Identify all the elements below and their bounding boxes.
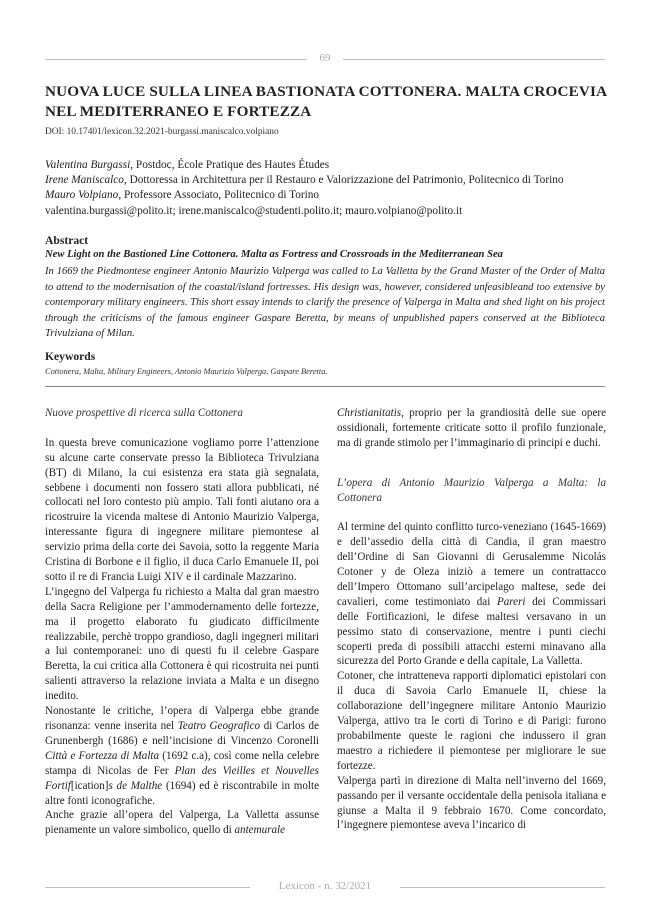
paragraph: Anche grazie all’opera del Valperga, La Valletta assunse pienamente un valore simbolico, quello di antemurale bbox=[45, 809, 319, 837]
section-divider bbox=[45, 386, 605, 387]
paragraph: In questa breve comunicazione vogliamo porre l’attenzione su alcune carte conservate presso la Biblioteca Trivulziana (BT) di Milano, la cui esistenza era stata già segnalata, sebbene i documenti non fossero stati allora pubblicati, né collocati nel loro contesto più ampio. Tali fonti aiutano ora a ricostruire la vicenda maltese di Antonio Maurizio Valperga, interessante figura di ingegnere militare piemontese al servizio prima della corte dei Savoia, sotto la reggente Maria Cristina di Borbone e il figlio, il duca Carlo Emanuele II, poi sotto il re di Francia Luigi XIV e il cardinale Mazzarino. bbox=[45, 436, 319, 583]
article-title: NUOVA LUCE SULLA LINEA BASTIONATA COTTONERA. MALTA CROCEVIA NEL MEDITERRANEO E FORTEZZA bbox=[45, 83, 607, 120]
paragraph: Christianitatis, proprio per la grandiosità delle sue opere ossidionali, fortemente criticate sotto il profilo funzionale, ma di grande stimolo per l’immaginario di principi e duchi. bbox=[337, 407, 606, 449]
author-line bbox=[45, 158, 615, 173]
keywords-heading: Keywords bbox=[45, 350, 96, 363]
author-line bbox=[45, 173, 615, 188]
doi: DOI: 10.17401/lexicon.32.2021-burgassi.maniscalco.volpiano bbox=[45, 127, 279, 137]
paragraph: Al termine del quinto conflitto turco-veneziano (1645-1669) e dell’assedio della città di Candia, il gran maestro dell’Ordine di San Giovanni di Gerusalemme Nicolás Cotoner y de Oleza iniziò a temere un contrattacco dell’Impero Ottomano sull’arcipelago maltese, sede dei cavalieri, come testimoniato dai Pareri dei Commissari delle Fortificazioni, le difese maltesi versavano in un pessimo stato di conservazione, mentre i punti ciechi scoperti preda di possibili attacchi esterni minavano alla sicurezza del Porto Grande e della capitale, La Valletta. bbox=[337, 521, 606, 668]
footer-rule-right bbox=[400, 887, 605, 888]
keywords-list: Cottonera, Malta, Military Engineers, Antonio Maurizio Valperga, Gaspare Beretta. bbox=[45, 367, 328, 376]
author-block bbox=[45, 158, 615, 219]
abstract-english-title: New Light on the Bastioned Line Cottonera. Malta as Fortress and Crossroads in the Mediterranean Sea bbox=[45, 249, 503, 260]
paragraph: Valperga partì in direzione di Malta nell’inverno del 1669, passando per il versante occidentale della penisola italiana e giunse a Malta il 9 febbraio 1670. Come concordato, l’ingegnere piemontese aveva l’incarico di bbox=[337, 774, 606, 832]
abstract-body: In 1669 the Piedmontese engineer Antonio Maurizio Valperga was called to La Valletta by the Grand Master of the Order of Malta to attend to the modernisation of the coastal/island fortresses. His design was, however, considered unfeasibleand too extensive by contemporary military engineers. This short essay intends to clarify the presence of Valperga in Malta and shed light on his project through the criticisms of the famous engineer Gaspare Beretta, by means of unpublished papers conserved at the Biblioteca Trivulziana of Milan. bbox=[45, 266, 605, 340]
page-number-row bbox=[45, 52, 605, 66]
paragraph: Nonostante le critiche, l’opera di Valperga ebbe grande risonanza: venne inserita nel Teatro Geografico di Carlos de Grunenbergh (1686) e nell’incisione di Vincenzo Coronelli Città e Fortezza di Malta (1692 c.a), così come nella celebre stampa di Nicolas de Fer Plan des Vieilles et Nouvelles Fortif[ication]s de Malthe (1694) ed è riscontrabile in molte altre fonti iconografiche. bbox=[45, 705, 319, 807]
section-heading: L’opera di Antonio Maurizio Valperga a Malta: la Cottonera bbox=[337, 476, 606, 504]
paragraph: Cotoner, che intratteneva rapporti diplomatici epistolari con il duca di Savoia Carlo Emanuele II, chiese la collaborazione dell’ingegnere militare Antonio Maurizio Valperga, attivo tra le corti di Torino e di Parigi: furono probabilmente queste le ragioni che indussero il gran maestro a richiedere il piemontese per migliorare le sue fortezze. bbox=[337, 670, 606, 772]
journal-footer: Lexicon - n. 32/2021 bbox=[278, 880, 372, 892]
footer-row bbox=[45, 880, 605, 894]
left-column bbox=[45, 406, 319, 838]
right-column bbox=[337, 406, 606, 833]
author-line bbox=[45, 188, 615, 203]
author-name: Valentina Burgassi bbox=[45, 159, 131, 171]
author-affiliation: , Dottoressa in Architettura per il Restauro e Valorizzazione del Patrimonio, Politecnico di Torino bbox=[123, 174, 564, 187]
author-name: Mauro Volpiano bbox=[45, 189, 119, 202]
author-name: Irene Maniscalco bbox=[45, 174, 124, 187]
header-rule-right bbox=[343, 59, 605, 60]
author-affiliation: , Professore Associato, Politecnico di Torino bbox=[118, 189, 320, 202]
abstract-heading: Abstract bbox=[45, 234, 89, 247]
author-affiliation: , Postdoc, École Pratique des Hautes Études bbox=[130, 159, 330, 171]
author-emails: valentina.burgassi@polito.it; irene.maniscalco@studenti.polito.it; mauro.volpiano@polito.it bbox=[45, 204, 463, 217]
section-heading: Nuove prospettive di ricerca sulla Cottonera bbox=[45, 407, 243, 419]
page-number: 69 bbox=[319, 52, 331, 64]
paragraph: L’ingegno del Valperga fu richiesto a Malta dal gran maestro della Sacra Religione per l’ammodernamento delle fortezze, ma il progetto elaborato fu giudicato difficilmente realizzabile, perchè troppo grandioso, dagli ingegneri militari a lui contemporanei: uno di questi fu il celebre Gaspare Beretta, la cui critica alla Cottonera è qui ricostruita nei punti salienti attraverso la relazione inviata a Malta e un disegno inedito. bbox=[45, 585, 319, 703]
